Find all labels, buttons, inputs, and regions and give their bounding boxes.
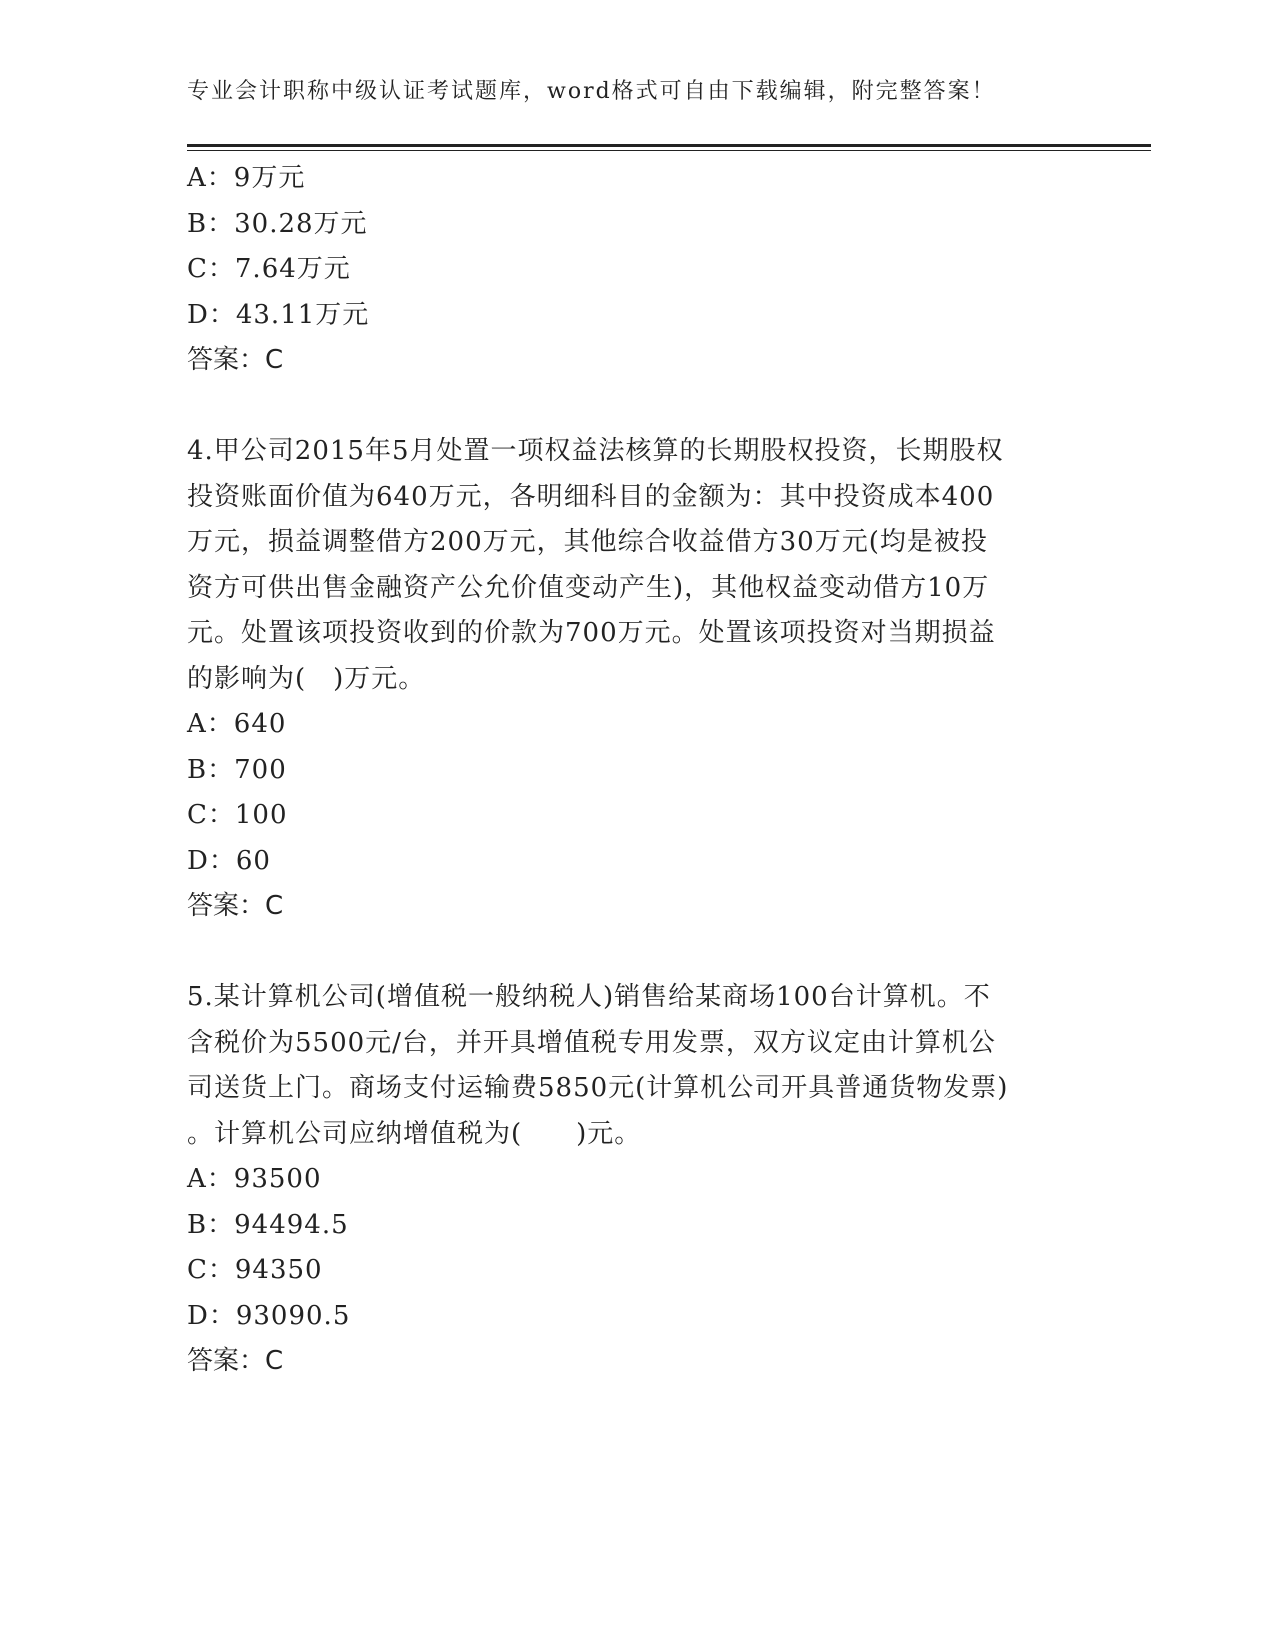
question-4-line: 元。处置该项投资收到的价款为700万元。处置该项投资对当期损益 <box>187 618 996 648</box>
option-d: D：43.11万元 <box>187 299 370 330</box>
prev-question-options <box>187 156 1087 338</box>
option-d: D：93090.5 <box>187 1300 351 1331</box>
spacer <box>187 930 1087 976</box>
question-4 <box>187 429 1087 930</box>
question-5-answer: 答案：C <box>187 1346 284 1376</box>
question-5-line: 含税价为5500元/台，并开具增值税专用发票，双方议定由计算机公 <box>187 1027 996 1058</box>
question-4-line: 万元，损益调整借方200万元，其他综合收益借方30万元(均是被投 <box>187 527 988 557</box>
option-b: B：30.28万元 <box>187 208 368 239</box>
question-5-line: 5.某计算机公司(增值税一般纳税人)销售给某商场100台计算机。不 <box>187 982 991 1012</box>
question-5-line: 司送货上门。商场支付运输费5850元(计算机公司开具普通货物发票) <box>187 1073 1009 1103</box>
option-a: A：9万元 <box>187 163 306 193</box>
header-rule-thin <box>187 150 1151 151</box>
question-4-line: 投资账面价值为640万元，各明细科目的金额为：其中投资成本400 <box>187 481 995 512</box>
question-4-answer: 答案：C <box>187 891 284 921</box>
question-5 <box>187 975 1087 1385</box>
option-a: A：640 <box>187 709 287 739</box>
option-b: B：700 <box>187 754 287 785</box>
prev-question-answer: 答案：C <box>187 345 284 375</box>
option-c: C：7.64万元 <box>187 254 351 284</box>
option-a: A：93500 <box>187 1164 322 1194</box>
question-4-line: 资方可供出售金融资产公允价值变动产生)，其他权益变动借方10万 <box>187 572 990 603</box>
option-d: D：60 <box>187 845 271 876</box>
option-c: C：94350 <box>187 1255 323 1285</box>
document-content <box>187 156 1087 1385</box>
spacer <box>187 384 1087 430</box>
question-4-line: 4.甲公司2015年5月处置一项权益法核算的长期股权投资，长期股权 <box>187 436 1004 466</box>
page-header: 专业会计职称中级认证考试题库，word格式可自由下载编辑，附完整答案！ <box>187 79 996 104</box>
question-4-line: 的影响为( )万元。 <box>187 663 426 694</box>
option-c: C：100 <box>187 800 288 830</box>
question-5-line: 。计算机公司应纳增值税为( )元。 <box>187 1118 642 1149</box>
header-rule-thick <box>187 144 1151 147</box>
option-b: B：94494.5 <box>187 1209 349 1240</box>
